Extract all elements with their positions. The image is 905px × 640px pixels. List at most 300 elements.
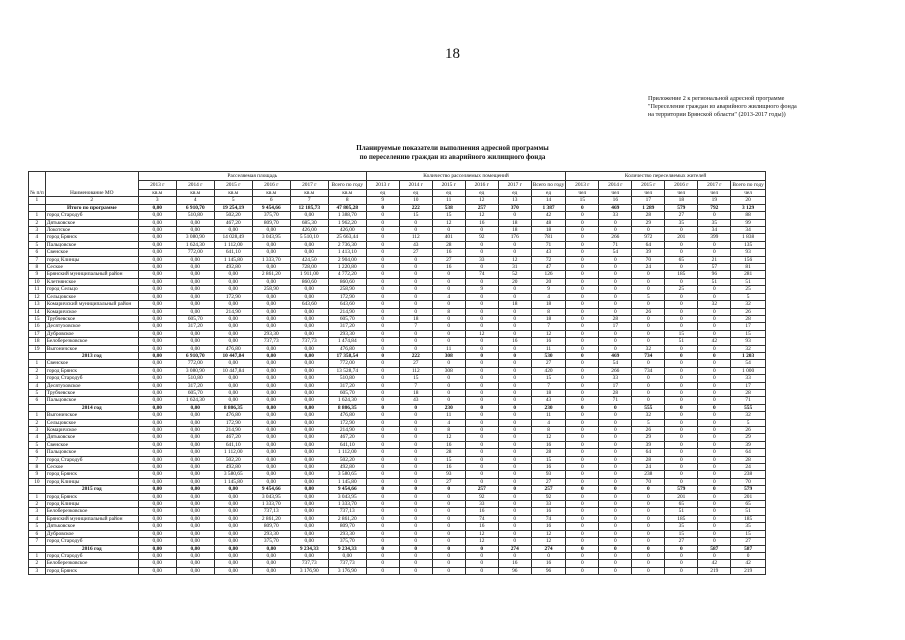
value-cell: 0	[465, 397, 498, 404]
value-cell: 0,00	[252, 293, 290, 300]
value-cell: 0	[599, 471, 632, 478]
value-cell: 26	[731, 308, 766, 315]
value-cell: 972	[632, 234, 665, 241]
value-cell: 1 962,20	[328, 219, 366, 226]
value-cell: 0	[566, 301, 599, 308]
value-cell: 81	[731, 264, 766, 271]
value-cell: 32	[731, 301, 766, 308]
value-cell: 772,00	[176, 360, 214, 367]
municipality-name: Комаричское	[45, 427, 138, 434]
column-numbers-row	[29, 197, 766, 204]
value-cell: 0,00	[290, 367, 328, 374]
value-cell: 8	[432, 308, 465, 315]
value-cell: 0,00	[328, 552, 366, 559]
municipality-name: город Клинцы	[45, 256, 138, 263]
value-cell: 48	[531, 219, 566, 226]
value-cell: 375,70	[252, 538, 290, 545]
table-row	[29, 256, 766, 263]
value-cell: 96	[698, 271, 731, 278]
value-cell: 1 220,80	[328, 264, 366, 271]
value-cell: 57	[698, 264, 731, 271]
value-cell: 5	[632, 419, 665, 426]
value-cell: 0	[632, 545, 665, 552]
value-cell: 0	[366, 508, 399, 515]
value-cell: 0	[432, 545, 465, 552]
value-cell: 7	[531, 382, 566, 389]
value-cell: 0,00	[176, 552, 214, 559]
value-cell: 0,00	[214, 397, 252, 404]
value-cell: 0,00	[138, 264, 176, 271]
value-cell: 172,90	[214, 293, 252, 300]
value-cell: 0	[399, 545, 432, 552]
value-cell: 0,00	[176, 301, 214, 308]
value-cell: 12	[531, 330, 566, 337]
value-cell: 0	[665, 427, 698, 434]
value-cell: 0,00	[290, 389, 328, 396]
column-number: 10	[399, 197, 432, 204]
value-cell: 0	[399, 219, 432, 226]
value-cell: 18	[498, 219, 531, 226]
value-cell: 0,00	[176, 434, 214, 441]
value-cell: 0	[599, 412, 632, 419]
document-title	[0, 144, 905, 162]
value-cell: 579	[665, 486, 698, 493]
value-cell: 0,00	[290, 486, 328, 493]
value-cell: 0	[665, 315, 698, 322]
municipality-name: Свенское	[45, 441, 138, 448]
value-cell: 0	[366, 352, 399, 359]
value-cell: 0,00	[214, 286, 252, 293]
municipality-name: Пальцовское	[45, 241, 138, 248]
value-cell: 24	[632, 264, 665, 271]
value-cell: 467,20	[214, 434, 252, 441]
value-cell: 0	[698, 456, 731, 463]
municipality-name: Сеское	[45, 264, 138, 271]
value-cell: 15	[531, 375, 566, 382]
value-cell: 0	[566, 419, 599, 426]
header-row-groups	[29, 172, 766, 181]
value-cell: 2 861,20	[252, 271, 290, 278]
value-cell: 0	[632, 278, 665, 285]
value-cell: 0	[399, 449, 432, 456]
value-cell: 1 203	[731, 352, 766, 359]
value-cell: 0	[498, 538, 531, 545]
value-cell: 0	[566, 278, 599, 285]
value-cell: 54	[599, 249, 632, 256]
value-cell: 0	[698, 464, 731, 471]
row-number: 9	[29, 271, 46, 278]
value-cell: 156	[731, 256, 766, 263]
value-cell: 222	[399, 204, 432, 211]
value-cell: 0	[498, 419, 531, 426]
value-cell: 28	[731, 315, 766, 322]
value-cell: 0	[498, 471, 531, 478]
value-cell: 0,00	[138, 471, 176, 478]
value-cell: 0,00	[290, 352, 328, 359]
value-cell: 809,70	[252, 219, 290, 226]
row-number	[29, 486, 46, 493]
value-cell: 0,00	[290, 404, 328, 411]
value-cell: 0	[632, 501, 665, 508]
value-cell: 27	[432, 478, 465, 485]
value-cell: 0	[498, 212, 531, 219]
value-cell: 0	[498, 352, 531, 359]
value-cell: 476,80	[214, 345, 252, 352]
value-cell: 0,00	[138, 293, 176, 300]
value-cell: 4	[432, 293, 465, 300]
value-cell: 0,00	[290, 323, 328, 330]
value-cell: 0	[698, 501, 731, 508]
value-cell: 0	[399, 501, 432, 508]
value-cell: 0,00	[214, 501, 252, 508]
value-cell: 0	[566, 345, 599, 352]
value-cell: 0	[432, 552, 465, 559]
value-cell: 0	[366, 397, 399, 404]
value-cell: 0	[399, 523, 432, 530]
value-cell: 0	[399, 301, 432, 308]
value-cell: 12	[531, 530, 566, 537]
table-row	[29, 338, 766, 345]
value-cell: 0,00	[252, 412, 290, 419]
value-cell: 492,80	[328, 464, 366, 471]
value-cell: 71	[531, 241, 566, 248]
value-cell: 0	[366, 382, 399, 389]
value-cell: 0	[399, 538, 432, 545]
value-cell: 0	[599, 330, 632, 337]
municipality-name: 2016 год	[45, 545, 138, 552]
value-cell: 31	[498, 264, 531, 271]
value-cell: 0	[498, 404, 531, 411]
row-number: 5	[29, 241, 46, 248]
value-cell: 0	[599, 278, 632, 285]
unit-rooms: ед	[465, 190, 498, 197]
value-cell: 28	[632, 212, 665, 219]
value-cell: 0	[465, 375, 498, 382]
value-cell: 43	[531, 249, 566, 256]
value-cell: 0	[399, 271, 432, 278]
value-cell: 587	[698, 545, 731, 552]
value-cell: 0,00	[290, 249, 328, 256]
value-cell: 0,00	[290, 456, 328, 463]
municipality-name: Сельцовское	[45, 419, 138, 426]
value-cell: 8	[531, 427, 566, 434]
value-cell: 0,00	[214, 360, 252, 367]
row-number	[29, 204, 46, 211]
value-cell: 28	[432, 241, 465, 248]
value-cell: 737,73	[290, 560, 328, 567]
value-cell: 135	[731, 241, 766, 248]
value-cell: 201	[665, 493, 698, 500]
table-row	[29, 249, 766, 256]
value-cell: 32	[632, 412, 665, 419]
value-cell: 0	[698, 434, 731, 441]
value-cell: 0	[465, 360, 498, 367]
value-cell: 0	[566, 530, 599, 537]
value-cell: 0,00	[138, 508, 176, 515]
table-row	[29, 530, 766, 537]
value-cell: 0,00	[138, 315, 176, 322]
value-cell: 0	[498, 367, 531, 374]
municipality-name: город Клинцы	[45, 501, 138, 508]
row-number: 18	[29, 338, 46, 345]
value-cell: 1 145,80	[214, 256, 252, 263]
value-cell: 0	[566, 404, 599, 411]
value-cell: 0	[366, 419, 399, 426]
value-cell: 0,00	[138, 486, 176, 493]
value-cell: 27	[731, 538, 766, 545]
value-cell: 0	[665, 308, 698, 315]
value-cell: 0	[566, 352, 599, 359]
value-cell: 70	[632, 478, 665, 485]
value-cell: 0	[366, 567, 399, 574]
value-cell: 12	[531, 434, 566, 441]
municipality-name: город Стародуб	[45, 538, 138, 545]
value-cell: 0	[599, 508, 632, 515]
value-cell: 0,00	[138, 360, 176, 367]
value-cell: 185	[665, 515, 698, 522]
value-cell: 308	[432, 367, 465, 374]
municipality-name: Дятьковское	[45, 523, 138, 530]
value-cell: 0	[632, 552, 665, 559]
value-cell: 510,80	[328, 375, 366, 382]
row-number: 6	[29, 249, 46, 256]
value-cell: 9 234,33	[328, 545, 366, 552]
value-cell: 0	[599, 478, 632, 485]
value-cell: 317,20	[328, 382, 366, 389]
value-cell: 25 663,44	[328, 234, 366, 241]
value-cell: 0,00	[290, 449, 328, 456]
value-cell: 32	[731, 412, 766, 419]
value-cell: 0	[432, 227, 465, 234]
row-number: 5	[29, 523, 46, 530]
row-number: 7	[29, 538, 46, 545]
value-cell: 0	[632, 323, 665, 330]
value-cell: 0	[366, 434, 399, 441]
unit-people: чел	[632, 190, 665, 197]
value-cell: 0	[465, 367, 498, 374]
table-row	[29, 538, 766, 545]
value-cell: 0	[698, 286, 731, 293]
value-cell: 0	[465, 352, 498, 359]
value-cell: 0	[366, 264, 399, 271]
value-cell: 0	[665, 382, 698, 389]
value-cell: 0,00	[290, 478, 328, 485]
unit-rooms: ед	[432, 190, 465, 197]
value-cell: 0	[599, 493, 632, 500]
value-cell: 0	[632, 338, 665, 345]
municipality-name: Сельцовское	[45, 293, 138, 300]
value-cell: 0	[399, 493, 432, 500]
value-cell: 0	[432, 382, 465, 389]
value-cell: 476,80	[214, 412, 252, 419]
value-cell: 0,00	[290, 330, 328, 337]
value-cell: 3 043,95	[328, 493, 366, 500]
table-row	[29, 501, 766, 508]
value-cell: 0	[498, 315, 531, 322]
value-cell: 0	[698, 412, 731, 419]
value-cell: 0,00	[176, 286, 214, 293]
value-cell: 1 474,84	[328, 338, 366, 345]
row-number	[29, 404, 46, 411]
value-cell: 16	[432, 441, 465, 448]
value-cell: 317,20	[176, 323, 214, 330]
value-cell: 18	[498, 227, 531, 234]
value-cell: 93	[731, 338, 766, 345]
value-cell: 0,00	[176, 545, 214, 552]
value-cell: 0	[698, 367, 731, 374]
value-cell: 0	[665, 434, 698, 441]
value-cell: 65	[665, 256, 698, 263]
value-cell: 20	[531, 278, 566, 285]
value-cell: 0,00	[138, 219, 176, 226]
value-cell: 0,00	[176, 219, 214, 226]
value-cell: 16	[432, 249, 465, 256]
value-cell: 16	[465, 523, 498, 530]
value-cell: 0	[498, 530, 531, 537]
value-cell: 11	[531, 345, 566, 352]
value-cell: 17 358,54	[328, 352, 366, 359]
table-row	[29, 330, 766, 337]
header-year: 2014 г	[399, 181, 432, 190]
value-cell: 0	[366, 427, 399, 434]
value-cell: 0	[698, 419, 731, 426]
value-cell: 0	[432, 523, 465, 530]
value-cell: 0,00	[176, 264, 214, 271]
value-cell: 0	[665, 345, 698, 352]
value-cell: 0,00	[290, 412, 328, 419]
value-cell: 0,00	[252, 545, 290, 552]
municipality-name: Выгоничское	[45, 412, 138, 419]
header-year: 2014 г	[176, 181, 214, 190]
unit-rooms: ед	[399, 190, 432, 197]
value-cell: 375,70	[252, 212, 290, 219]
value-cell: 0	[465, 567, 498, 574]
value-cell: 16	[432, 464, 465, 471]
value-cell: 0	[698, 315, 731, 322]
value-cell: 0	[566, 567, 599, 574]
value-cell: 781	[531, 234, 566, 241]
table-body	[29, 172, 766, 575]
value-cell: 0	[465, 560, 498, 567]
value-cell: 0	[399, 464, 432, 471]
value-cell: 0	[498, 493, 531, 500]
value-cell: 0	[665, 352, 698, 359]
value-cell: 0	[566, 456, 599, 463]
column-number: 11	[432, 197, 465, 204]
row-number	[29, 352, 46, 359]
value-cell: 0,00	[214, 278, 252, 285]
value-cell: 0	[366, 315, 399, 322]
value-cell: 0	[665, 560, 698, 567]
value-cell: 0,00	[252, 382, 290, 389]
municipality-name: 2014 год	[45, 404, 138, 411]
row-number: 4	[29, 434, 46, 441]
column-number: 1	[29, 197, 46, 204]
value-cell: 0,00	[176, 486, 214, 493]
title-line: по переселению граждан из аварийного жилищного фонда	[359, 153, 546, 161]
table-row	[29, 382, 766, 389]
row-number: 2	[29, 219, 46, 226]
value-cell: 0,00	[214, 382, 252, 389]
value-cell: 0	[599, 552, 632, 559]
value-cell: 643,60	[328, 301, 366, 308]
value-cell: 18	[399, 389, 432, 396]
value-cell: 0,00	[138, 545, 176, 552]
value-cell: 605,70	[328, 389, 366, 396]
title-line: Планируемые показатели выполнения адресной программы	[356, 144, 549, 152]
table-row	[29, 278, 766, 285]
value-cell: 0,00	[252, 301, 290, 308]
table-row	[29, 456, 766, 463]
value-cell: 16	[531, 560, 566, 567]
value-cell: 0	[599, 456, 632, 463]
header-year: 2016 г	[665, 181, 698, 190]
value-cell: 26	[632, 308, 665, 315]
value-cell: 1 000	[731, 367, 766, 374]
value-cell: 538	[432, 204, 465, 211]
value-cell: 502,20	[328, 456, 366, 463]
value-cell: 0	[632, 382, 665, 389]
value-cell: 0	[399, 419, 432, 426]
value-cell: 809,70	[252, 523, 290, 530]
value-cell: 8	[432, 427, 465, 434]
value-cell: 71	[731, 397, 766, 404]
value-cell: 6 910,70	[176, 204, 214, 211]
value-cell: 0,00	[176, 493, 214, 500]
value-cell: 47 805,28	[328, 204, 366, 211]
value-cell: 0	[465, 293, 498, 300]
value-cell: 0,00	[138, 241, 176, 248]
value-cell: 0	[566, 523, 599, 530]
value-cell: 9 234,33	[290, 545, 328, 552]
value-cell: 0	[632, 330, 665, 337]
value-cell: 24	[632, 464, 665, 471]
value-cell: 27	[531, 478, 566, 485]
value-cell: 13 528,74	[328, 367, 366, 374]
value-cell: 0	[432, 501, 465, 508]
value-cell: 0	[366, 301, 399, 308]
value-cell: 0,00	[176, 501, 214, 508]
value-cell: 0,00	[214, 523, 252, 530]
value-cell: 0	[498, 308, 531, 315]
value-cell: 99	[731, 219, 766, 226]
value-cell: 399	[698, 234, 731, 241]
value-cell: 0,00	[176, 271, 214, 278]
value-cell: 112	[399, 234, 432, 241]
table-row	[29, 301, 766, 308]
value-cell: 88	[731, 212, 766, 219]
value-cell: 0	[731, 552, 766, 559]
row-number: 2	[29, 501, 46, 508]
header-group-area: Расселяемая площадь	[138, 172, 366, 181]
value-cell: 11	[432, 345, 465, 352]
value-cell: 219	[731, 567, 766, 574]
value-cell: 96	[531, 567, 566, 574]
value-cell: 0,00	[214, 486, 252, 493]
row-number: 1	[29, 360, 46, 367]
value-cell: 0,00	[290, 419, 328, 426]
value-cell: 0	[366, 234, 399, 241]
value-cell: 0	[432, 375, 465, 382]
value-cell: 0	[698, 330, 731, 337]
value-cell: 0	[698, 375, 731, 382]
value-cell: 0	[566, 323, 599, 330]
value-cell: 0	[366, 493, 399, 500]
municipality-name: Белоберезковское	[45, 338, 138, 345]
value-cell: 0,00	[290, 315, 328, 322]
value-cell: 643,60	[290, 301, 328, 308]
value-cell: 293,30	[252, 330, 290, 337]
